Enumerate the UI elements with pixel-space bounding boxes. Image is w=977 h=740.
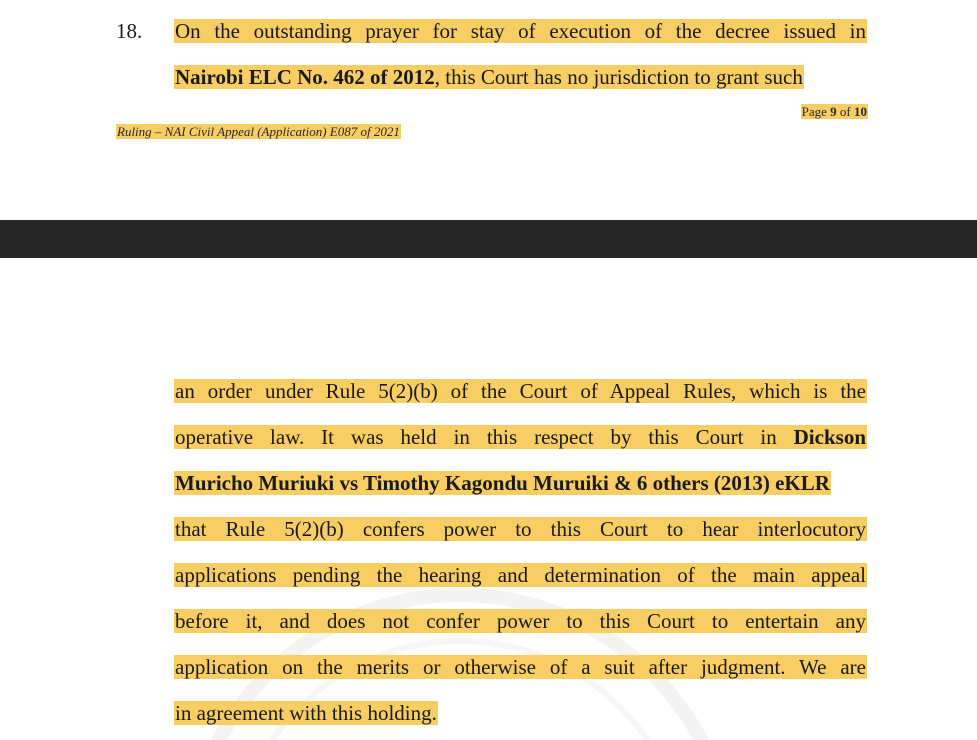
page-footer: [116, 124, 401, 140]
highlighted-text: in agreement with this holding.: [175, 701, 437, 725]
text-line: [174, 560, 867, 590]
document-page-top: [0, 0, 977, 220]
highlighted-text: [801, 104, 868, 119]
page-of: of: [836, 104, 854, 119]
page-number: [801, 104, 868, 120]
page-total: 10: [854, 104, 867, 119]
highlighted-text: application on the merits or otherwise of a suit after judgment. We are: [175, 655, 866, 679]
highlighted-text: [174, 65, 804, 89]
highlighted-text: applications pending the hearing and determination of the main appeal: [175, 563, 866, 587]
text-line: [174, 422, 867, 452]
highlighted-text: Ruling – NAI Civil Appeal (Application) E087 of 2021: [117, 124, 400, 139]
case-reference: Dickson: [793, 425, 866, 449]
case-reference: Muricho Muriuki vs Timothy Kagondu Muruiki & 6 others (2013) eKLR: [175, 471, 830, 495]
highlighted-text: before it, and does not confer power to this Court to entertain any: [175, 609, 866, 633]
text-line: [174, 16, 867, 46]
text-line: [174, 514, 867, 544]
text-line: [174, 606, 867, 636]
text-span: operative law. It was held in this respect by this Court in: [175, 425, 794, 449]
highlighted-text: On the outstanding prayer for stay of execution of the decree issued in: [175, 19, 866, 43]
highlighted-text: [174, 425, 867, 449]
text-line: [174, 698, 867, 728]
page-separator: [0, 220, 977, 258]
text-span: , this Court has no jurisdiction to grant such: [434, 65, 803, 89]
case-reference: Nairobi ELC No. 462 of 2012: [175, 65, 435, 89]
text-line: [174, 376, 867, 406]
highlighted-text: that Rule 5(2)(b) confers power to this Court to hear interlocutory: [175, 517, 866, 541]
text-line: [174, 468, 867, 498]
text-line: [174, 652, 867, 682]
page-label: Page: [801, 104, 831, 119]
paragraph-number: 18.: [116, 19, 143, 43]
page-current: 9: [830, 104, 837, 119]
highlighted-text: an order under Rule 5(2)(b) of the Court of Appeal Rules, which is the: [175, 379, 866, 403]
text-line: [174, 62, 867, 92]
